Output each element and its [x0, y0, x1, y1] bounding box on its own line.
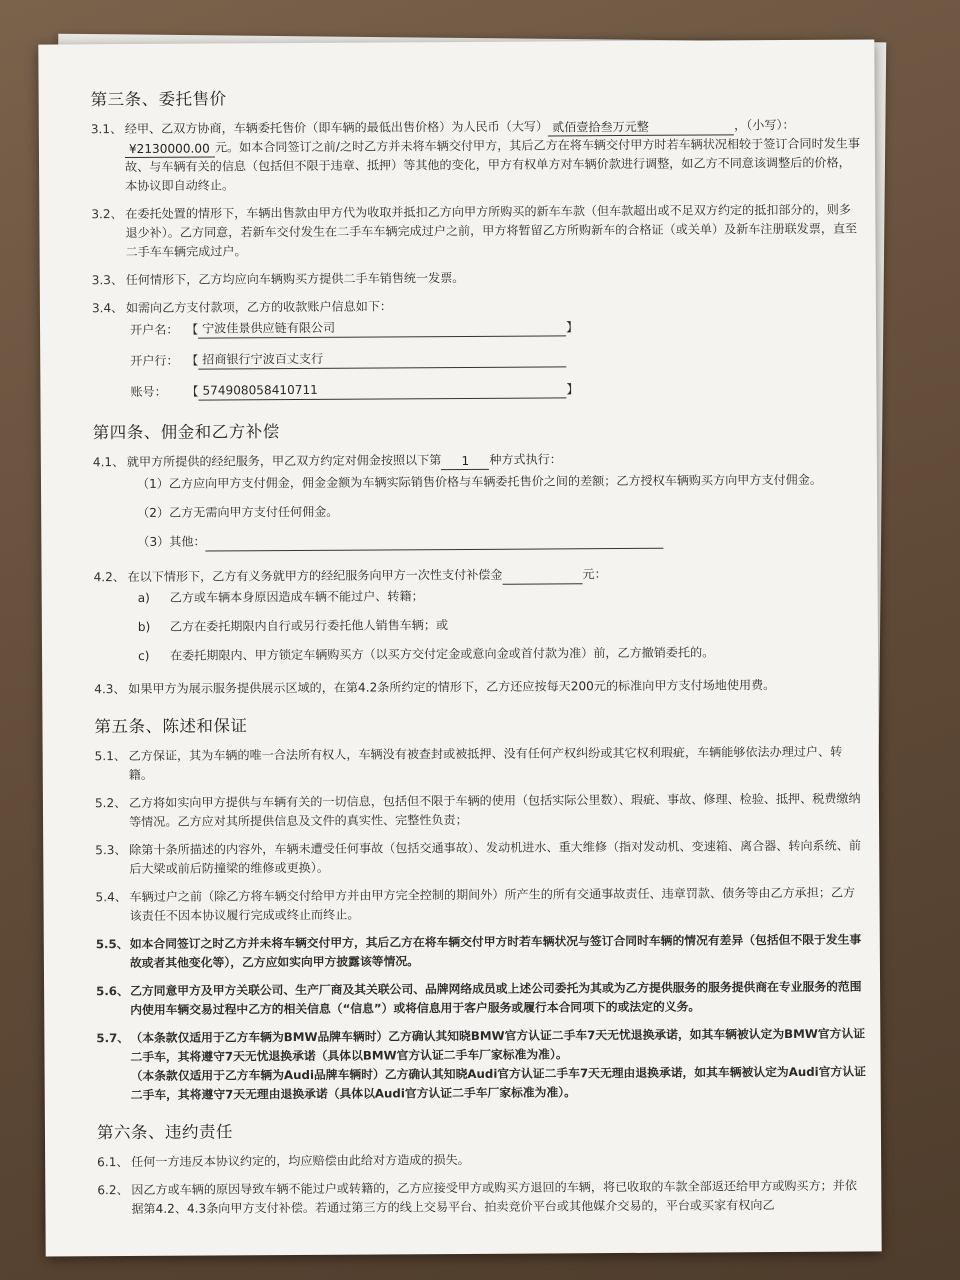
- account-name-row: [130, 316, 862, 339]
- clause-6-2: [97, 1177, 867, 1220]
- option-text: （1）乙方应向甲方支付佣金，佣金金额为车辆实际销售价格与车辆委托售价之间的差额；乙方授权车辆购买方向甲方支付佣金。: [136, 472, 822, 491]
- section-6-title: 第六条、违约责任: [96, 1122, 234, 1143]
- bmw-paragraph: （本条款仅适用于乙方车辆为BMW品牌车辆时）乙方确认其知晓BMW官方认证二手车7天无忧退换承诺，如其车辆被认定为BMW官方认证二手车，其将遵守7天无忧退换承诺（具体以BMW官方认证二手车厂家标准为准）。: [130, 1026, 866, 1065]
- item-mark: c): [137, 648, 150, 663]
- clause-text: 如需向乙方支付款项，乙方的收款账户信息如下：: [125, 299, 393, 316]
- clause-5-6: [96, 978, 866, 1021]
- option-3-blank: [205, 530, 663, 552]
- bracket-open: 【: [186, 384, 199, 399]
- clause-text: 就甲方所提供的经纪服务，甲乙双方约定对佣金按照以下第: [126, 453, 442, 470]
- condition-b: [138, 614, 864, 637]
- clause-number: 6.2、: [97, 1183, 129, 1198]
- account-number-label: 账号：: [130, 384, 167, 400]
- compensation-blank: [503, 583, 583, 584]
- bracket-close: 】: [566, 382, 579, 397]
- clause-text: 乙方同意甲方及甲方关联公司、生产厂商及其关联公司、品牌网络成员或上述公司委托为其或为乙方提供服务的服务提供商在专业服务的范围内使用车辆交易过程中乙方的相关信息（“信息”）或将信息用于客户服务或履行本合同项下的或法定的义务。: [130, 979, 862, 1018]
- clause-number: 5.7、: [96, 1031, 130, 1046]
- item-mark: b): [137, 619, 151, 634]
- clause-text: 乙方将如实向甲方提供与车辆有关的一切信息，包括但不限于车辆的使用（包括实际公里数）、瑕疵、事故、修理、检验、抵押、税费缴纳等情况。乙方应对其所提供信息及文件的真实性、完整性负责；: [128, 791, 861, 830]
- clause-number: 5.6、: [96, 984, 129, 999]
- item-mark: a): [137, 590, 150, 605]
- clause-number: 3.1、: [90, 122, 123, 137]
- audi-paragraph: （本条款仅适用于乙方车辆为Audi品牌车辆时）乙方确认其知晓Audi官方认证二手车7天无理由退换承诺，如其车辆被认定为Audi官方认证二手车，其将遵守7天无理由退换承诺（具体以Audi官方认证二手车厂家标准为准）。: [130, 1064, 866, 1103]
- clause-text: 种方式执行：: [489, 452, 562, 467]
- contract-page: [38, 39, 881, 1256]
- amount-upper-field: 贰佰壹拾叁万元整: [548, 118, 734, 136]
- account-name-label: 开户名：: [130, 322, 179, 338]
- clause-3-4: [92, 295, 862, 319]
- clause-text: 元。如本合同签订之前/之时乙方并未将车辆交付甲方，其后乙方在将车辆交付甲方时若车辆状况相较于签订合同时发生事故、与车辆有关的信息（包括但不限于违章、抵押）等其他的变化，甲方有权单方对车辆价款进行调整，如乙方不同意该调整后的价格，本协议即自动终止。: [125, 136, 861, 194]
- clause-3-2: [91, 201, 861, 263]
- section-5-title: 第五条、陈述和保证: [94, 716, 248, 737]
- bracket-close: 】: [566, 320, 579, 335]
- clause-number: 4.1、: [92, 455, 125, 470]
- clause-number: 4.3、: [94, 682, 126, 697]
- clause-text: 如本合同签订之时乙方并未将车辆交付甲方，其后乙方在将车辆交付甲方时若车辆状况与签订合同时车辆的情况有差异（包括但不限于发生事故或者其他变化等），乙方应如实向甲方披露该等情况。: [129, 932, 862, 971]
- contract-content: [91, 82, 868, 1229]
- clause-text: 因乙方或车辆的原因导致车辆不能过户或转籍的，乙方应接受甲方或购买方退回的车辆，将已收取的车款全部返还给甲方或购买方；并依据第4.2、4.3条向甲方支付补偿。若通过第三方的线上交易平台、拍卖竞价平台或其他媒介交易的，平台或买家有权向乙: [131, 1178, 857, 1217]
- option-3: [137, 529, 863, 552]
- clause-5-3: [95, 837, 865, 880]
- clause-text: 如果甲方为展示服务提供展示区域的，在第4.2条所约定的情形下，乙方还应按每天200元的标准向甲方支付场地使用费。: [128, 678, 776, 697]
- clause-5-4: [95, 884, 865, 927]
- clause-text: 在以下情形下，乙方有义务就甲方的经纪服务向甲方一次性支付补偿金: [127, 567, 503, 585]
- clause-text: 任何情形下，乙方均应向车辆购买方提供二手车销售统一发票。: [125, 270, 465, 288]
- bank-row: [130, 347, 862, 370]
- clause-text: 车辆过户之前（除乙方将车辆交付给甲方并由甲方完全控制的期间外）所产生的所有交通事故责任、违章罚款、债务等由乙方承担；乙方该责任不因本协议履行完成或终止而终止。: [129, 885, 856, 924]
- clause-text: ，（小写）：: [734, 117, 795, 133]
- option-1: [137, 471, 863, 494]
- clause-text: 乙方保证，其为车辆的唯一合法所有权人，车辆没有被查封或被抵押、没有任何产权纠纷或其它权利瑕疵，车辆能够依法办理过户、转籍。: [128, 744, 843, 783]
- clause-number: 5.4、: [95, 890, 127, 905]
- clause-number: 5.3、: [95, 843, 127, 858]
- option-text: （2）乙方无需向甲方支付任何佣金。: [137, 504, 339, 520]
- clause-5-5: [96, 931, 866, 974]
- bracket-open: 【: [186, 353, 199, 368]
- bank-label: 开户行：: [130, 353, 179, 369]
- option-number-field: 1: [441, 453, 489, 470]
- clause-text: 在委托处置的情形下，车辆出售款由甲方代为收取并抵扣乙方向甲方所购买的新车车款（但车款超出或不足双方约定的抵扣部分的，则多退少补）。乙方同意，若新车交付发生在二手车车辆完成过户之前，甲方将暂留乙方所购新车的合格证（或关单）及新车注册联发票，直至二手车车辆完成过户。: [125, 202, 858, 260]
- bank-value: 招商银行宁波百丈支行: [198, 348, 566, 369]
- amount-lower-field: ¥2130000.00: [125, 140, 215, 158]
- condition-c: [138, 643, 864, 666]
- item-text: 在委托期限内、甲方锁定车辆购买方（以买方交付定金或意向金或首付款为准）前，乙方撤销委托的。: [169, 645, 715, 663]
- clause-4-1: [93, 449, 863, 473]
- clause-5-2: [95, 790, 865, 833]
- clause-text: 除第十条所描述的内容外，车辆未遭受任何事故（包括交通事故）、发动机进水、重大维修（指对发动机、变速箱、离合器、转向系统、前后大梁或前后防撞梁的维修或更换）。: [129, 838, 861, 877]
- clause-6-1: [97, 1149, 867, 1173]
- clause-5-1: [95, 743, 865, 786]
- clause-number: 5.5、: [95, 937, 129, 952]
- item-text: 乙方或车辆本身原因造成车辆不能过户、转籍；: [169, 589, 424, 605]
- clause-text: 元：: [582, 567, 607, 582]
- item-text: 乙方在委托期限内自行或另行委托他人销售车辆；或: [169, 618, 449, 634]
- section-4-title: 第四条、佣金和乙方补偿: [92, 422, 280, 443]
- account-number-value: 574908058410711: [198, 379, 566, 400]
- clause-number: 3.3、: [91, 273, 124, 288]
- clause-number: 5.2、: [94, 796, 127, 811]
- option-2: [137, 500, 863, 523]
- clause-text: 任何一方违反本协议约定的，均应赔偿由此给对方造成的损失。: [131, 1152, 470, 1170]
- condition-a: [138, 585, 864, 608]
- account-number-row: [130, 378, 862, 401]
- clause-number: 3.2、: [91, 207, 123, 222]
- clause-number: 3.4、: [91, 301, 124, 316]
- clause-3-3: [92, 267, 862, 291]
- section-3-title: 第三条、委托售价: [90, 89, 227, 110]
- clause-5-7: [96, 1025, 866, 1106]
- clause-text: 经甲、乙双方协商，车辆委托售价（即车辆的最低出售价格）为人民币（大写）: [124, 119, 549, 137]
- clause-number: 6.1、: [97, 1155, 129, 1170]
- account-name-value: 宁波佳景供应链有限公司: [198, 317, 566, 338]
- clause-number: 5.1、: [94, 749, 127, 764]
- clause-4-3: [94, 676, 864, 700]
- clause-3-1: [91, 116, 861, 197]
- bracket-open: 【: [186, 322, 199, 337]
- clause-number: 4.2、: [93, 570, 125, 585]
- clause-4-2: [94, 564, 864, 588]
- option-text: （3）其他：: [137, 534, 206, 549]
